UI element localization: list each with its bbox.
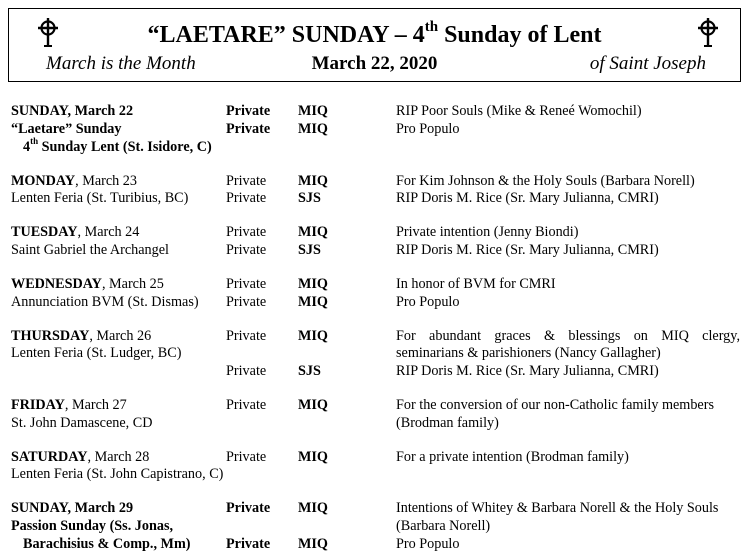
- mass-type: Private: [226, 173, 267, 189]
- left-subtitle: March is the Month: [46, 53, 196, 74]
- mass-type: Private: [226, 190, 267, 206]
- location: SJS: [298, 242, 321, 258]
- page-title: “LAETARE” SUNDAY – 4th Sunday of Lent: [147, 19, 602, 48]
- schedule-row: [0, 275, 751, 293]
- bulletin-header: [8, 8, 741, 82]
- schedule-row: [0, 396, 751, 414]
- location: SJS: [298, 363, 321, 379]
- intention: (Brodman family): [396, 415, 499, 431]
- mass-type: Private: [226, 328, 267, 344]
- schedule-row: [0, 448, 751, 466]
- day-label: Lenten Feria (St. Ludger, BC): [11, 345, 182, 361]
- mass-type: Private: [226, 363, 267, 379]
- day-label: SUNDAY, March 22: [11, 103, 134, 119]
- intention: For Kim Johnson & the Holy Souls (Barbara Norell): [396, 173, 695, 189]
- location: MIQ: [298, 397, 328, 413]
- schedule-row: [0, 517, 751, 535]
- location: MIQ: [298, 328, 328, 344]
- day-label: Annunciation BVM (St. Dismas): [11, 294, 199, 310]
- day-label: TUESDAY, March 24: [11, 224, 140, 240]
- mass-type: Private: [226, 500, 271, 516]
- location: MIQ: [298, 276, 328, 292]
- day-label: “Laetare” Sunday: [11, 121, 122, 137]
- intention: Pro Populo: [396, 294, 460, 310]
- schedule-row: [0, 344, 751, 362]
- intention: RIP Doris M. Rice (Sr. Mary Julianna, CMRI): [396, 363, 659, 379]
- day-label: THURSDAY, March 26: [11, 328, 152, 344]
- mass-type: Private: [226, 121, 271, 137]
- location: SJS: [298, 190, 321, 206]
- day-label: WEDNESDAY, March 25: [11, 276, 164, 292]
- schedule-row: [0, 120, 751, 138]
- schedule-row: [0, 535, 751, 553]
- intention: (Barbara Norell): [396, 518, 491, 534]
- day-label: Lenten Feria (St. John Capistrano, C): [11, 466, 224, 482]
- day-label: Passion Sunday (Ss. Jonas,: [11, 518, 174, 534]
- intention: Intentions of Whitey & Barbara Norell & the Holy Souls: [396, 500, 719, 516]
- mass-type: Private: [226, 536, 271, 552]
- mass-type: Private: [226, 103, 271, 119]
- day-label: Lenten Feria (St. Turibius, BC): [11, 190, 189, 206]
- intention: RIP Doris M. Rice (Sr. Mary Julianna, CMRI): [396, 190, 659, 206]
- intention: RIP Poor Souls (Mike & Reneé Womochil): [396, 103, 642, 119]
- intention: For the conversion of our non-Catholic family members: [396, 397, 714, 413]
- location: MIQ: [298, 294, 328, 310]
- schedule-row: [0, 223, 751, 241]
- schedule-row: [0, 414, 751, 432]
- intention: For abundant graces & blessings on MIQ clergy,: [396, 328, 740, 344]
- day-label: MONDAY, March 23: [11, 173, 137, 189]
- mass-type: Private: [226, 294, 267, 310]
- schedule-row: [0, 465, 751, 483]
- mass-type: Private: [226, 242, 267, 258]
- right-subtitle: of Saint Joseph: [589, 53, 706, 74]
- mass-type: Private: [226, 397, 267, 413]
- location: MIQ: [298, 173, 328, 189]
- day-label: FRIDAY, March 27: [11, 397, 127, 413]
- schedule-row: [0, 362, 751, 380]
- intention: seminarians & parishioners (Nancy Gallagher): [396, 345, 661, 361]
- schedule-row: [0, 102, 751, 120]
- intention: Pro Populo: [396, 536, 460, 552]
- mass-type: Private: [226, 449, 267, 465]
- date-subtitle: March 22, 2020: [311, 53, 438, 74]
- intention: In honor of BVM for CMRI: [396, 276, 556, 292]
- day-label: Saint Gabriel the Archangel: [11, 242, 169, 258]
- location: MIQ: [298, 500, 328, 516]
- intention: Pro Populo: [396, 121, 460, 137]
- intention: Private intention (Jenny Biondi): [396, 224, 579, 240]
- location: MIQ: [298, 103, 328, 119]
- day-label: SUNDAY, March 29: [11, 500, 134, 516]
- schedule-row: [0, 293, 751, 311]
- day-label: Barachisius & Comp., Mm): [23, 536, 191, 552]
- intention: RIP Doris M. Rice (Sr. Mary Julianna, CMRI): [396, 242, 659, 258]
- mass-type: Private: [226, 276, 267, 292]
- schedule-row: [0, 241, 751, 259]
- day-label: St. John Damascene, CD: [11, 415, 153, 431]
- mass-type: Private: [226, 224, 267, 240]
- schedule-row: [0, 172, 751, 190]
- day-label: 4th Sunday Lent (St. Isidore, C): [23, 136, 212, 155]
- schedule-row: [0, 138, 751, 156]
- location: MIQ: [298, 224, 328, 240]
- location: MIQ: [298, 449, 328, 465]
- schedule-row: [0, 327, 751, 345]
- schedule-row: [0, 189, 751, 207]
- schedule-row: [0, 499, 751, 517]
- location: MIQ: [298, 536, 328, 552]
- location: MIQ: [298, 121, 328, 137]
- intention: For a private intention (Brodman family): [396, 449, 629, 465]
- day-label: SATURDAY, March 28: [11, 449, 150, 465]
